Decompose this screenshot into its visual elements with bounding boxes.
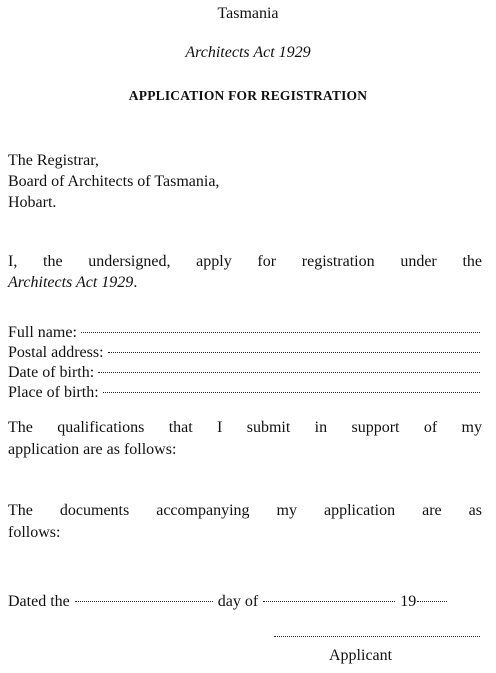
dated-day-of: day of	[217, 593, 259, 610]
documents-line-2: follows:	[8, 524, 61, 541]
place-of-birth-dotted-line[interactable]	[103, 377, 480, 397]
qualifications-line-2: application are as follows:	[8, 441, 177, 458]
place-of-birth-label: Place of birth:	[8, 384, 99, 401]
form-title: APPLICATION FOR REGISTRATION	[128, 88, 368, 103]
addressee-line-2: Board of Architects of Tasmania,	[8, 173, 220, 190]
state-heading: Tasmania	[217, 5, 279, 22]
postal-address-dotted-line[interactable]	[108, 337, 480, 357]
application-statement-line-2	[8, 273, 137, 293]
place-of-birth-field[interactable]	[8, 377, 480, 403]
addressee-block	[8, 150, 219, 213]
qualifications-line-1: The qualifications that I submit in support of my	[8, 419, 482, 436]
date-of-birth-label: Date of birth:	[8, 364, 95, 381]
dated-prefix: Dated the	[8, 593, 70, 610]
month-dotted-line[interactable]	[263, 586, 395, 606]
year-dotted-line[interactable]	[417, 586, 447, 606]
statement-period: .	[133, 274, 138, 291]
applicant-label: Applicant	[329, 647, 393, 664]
act-heading: Architects Act 1929	[185, 44, 311, 61]
date-of-birth-dotted-line[interactable]	[98, 357, 480, 377]
application-statement-line-1: I, the undersigned, apply for registration under the	[8, 253, 482, 270]
signature-dotted-line[interactable]	[274, 626, 480, 640]
dated-row	[8, 586, 447, 612]
postal-address-label: Postal address:	[8, 344, 104, 361]
full-name-label: Full name:	[8, 324, 77, 341]
documents-line-1: The documents accompanying my application are as	[8, 502, 482, 519]
full-name-dotted-line[interactable]	[81, 317, 480, 337]
dated-year-prefix: 19	[400, 593, 417, 610]
addressee-line-3: Hobart.	[8, 194, 57, 211]
addressee-line-1: The Registrar,	[8, 152, 99, 169]
act-reference: Architects Act 1929	[8, 274, 134, 291]
day-dotted-line[interactable]	[75, 586, 213, 606]
